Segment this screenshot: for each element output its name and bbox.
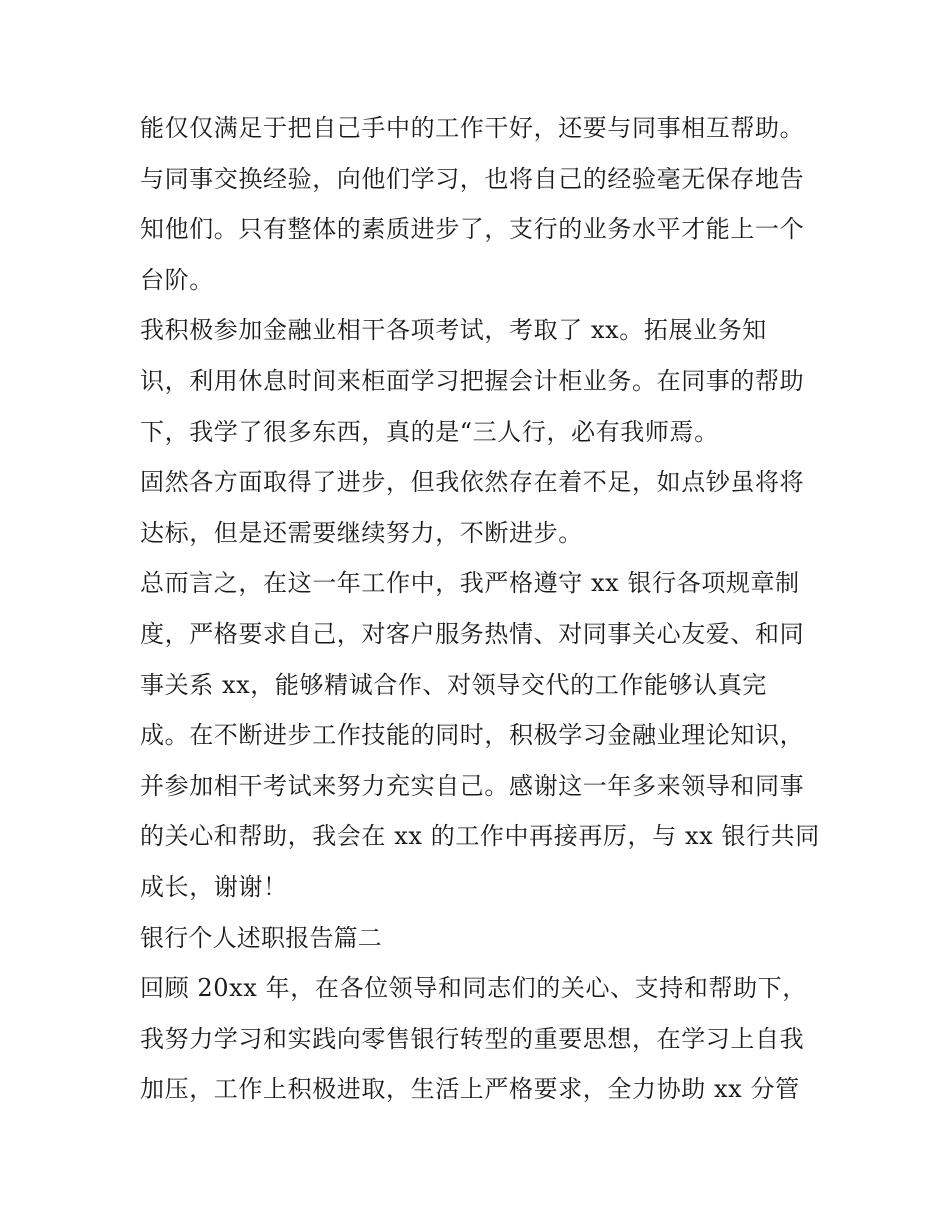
- text-line: 固然各方面取得了进步，但我依然存在着不足，如点钞虽将将: [140, 468, 805, 497]
- text-line: 识，利用休息时间来柜面学习把握会计柜业务。在同事的帮助: [140, 366, 805, 395]
- text-line: 下，我学了很多东西，真的是“三人行，必有我师焉。: [140, 417, 719, 446]
- text-line: 并参加相干考试来努力充实自己。感谢这一年多来领导和同事: [140, 771, 805, 800]
- text-line: 回顾 20xx 年，在各位领导和同志们的关心、支持和帮助下，: [140, 974, 807, 1003]
- text-line: 我努力学习和实践向零售银行转型的重要思想，在学习上自我: [140, 1024, 805, 1053]
- text-line: 成。在不断进步工作技能的同时，积极学习金融业理论知识，: [140, 721, 805, 750]
- text-line: 事关系 xx，能够精诚合作、对领导交代的工作能够认真完: [140, 670, 767, 699]
- text-line: 的关心和帮助，我会在 xx 的工作中再接再厉，与 xx 银行共同: [140, 822, 820, 851]
- body-text: [140, 103, 830, 1115]
- text-line: 成长，谢谢！: [140, 872, 288, 901]
- text-line: 总而言之，在这一年工作中，我严格遵守 xx 银行各项规章制: [140, 569, 800, 598]
- text-line: 与同事交换经验，向他们学习，也将自己的经验毫无保存地告: [140, 164, 805, 193]
- text-line: 知他们。只有整体的素质进步了，支行的业务水平才能上一个: [140, 215, 805, 244]
- text-line: 达标，但是还需要继续努力，不断进步。: [140, 518, 583, 547]
- text-line: 加压，工作上积极进取，生活上严格要求，全力协助 xx 分管: [140, 1075, 800, 1104]
- section-heading: 银行个人述职报告篇二: [140, 923, 382, 952]
- text-line: 我积极参加金融业相干各项考试，考取了 xx。拓展业务知: [140, 316, 767, 345]
- text-line: 台阶。: [140, 265, 214, 294]
- text-line: 能仅仅满足于把自己手中的工作干好，还要与同事相互帮助。: [140, 114, 805, 142]
- text-line: 度，严格要求自己，对客户服务热情、对同事关心友爱、和同: [140, 619, 805, 648]
